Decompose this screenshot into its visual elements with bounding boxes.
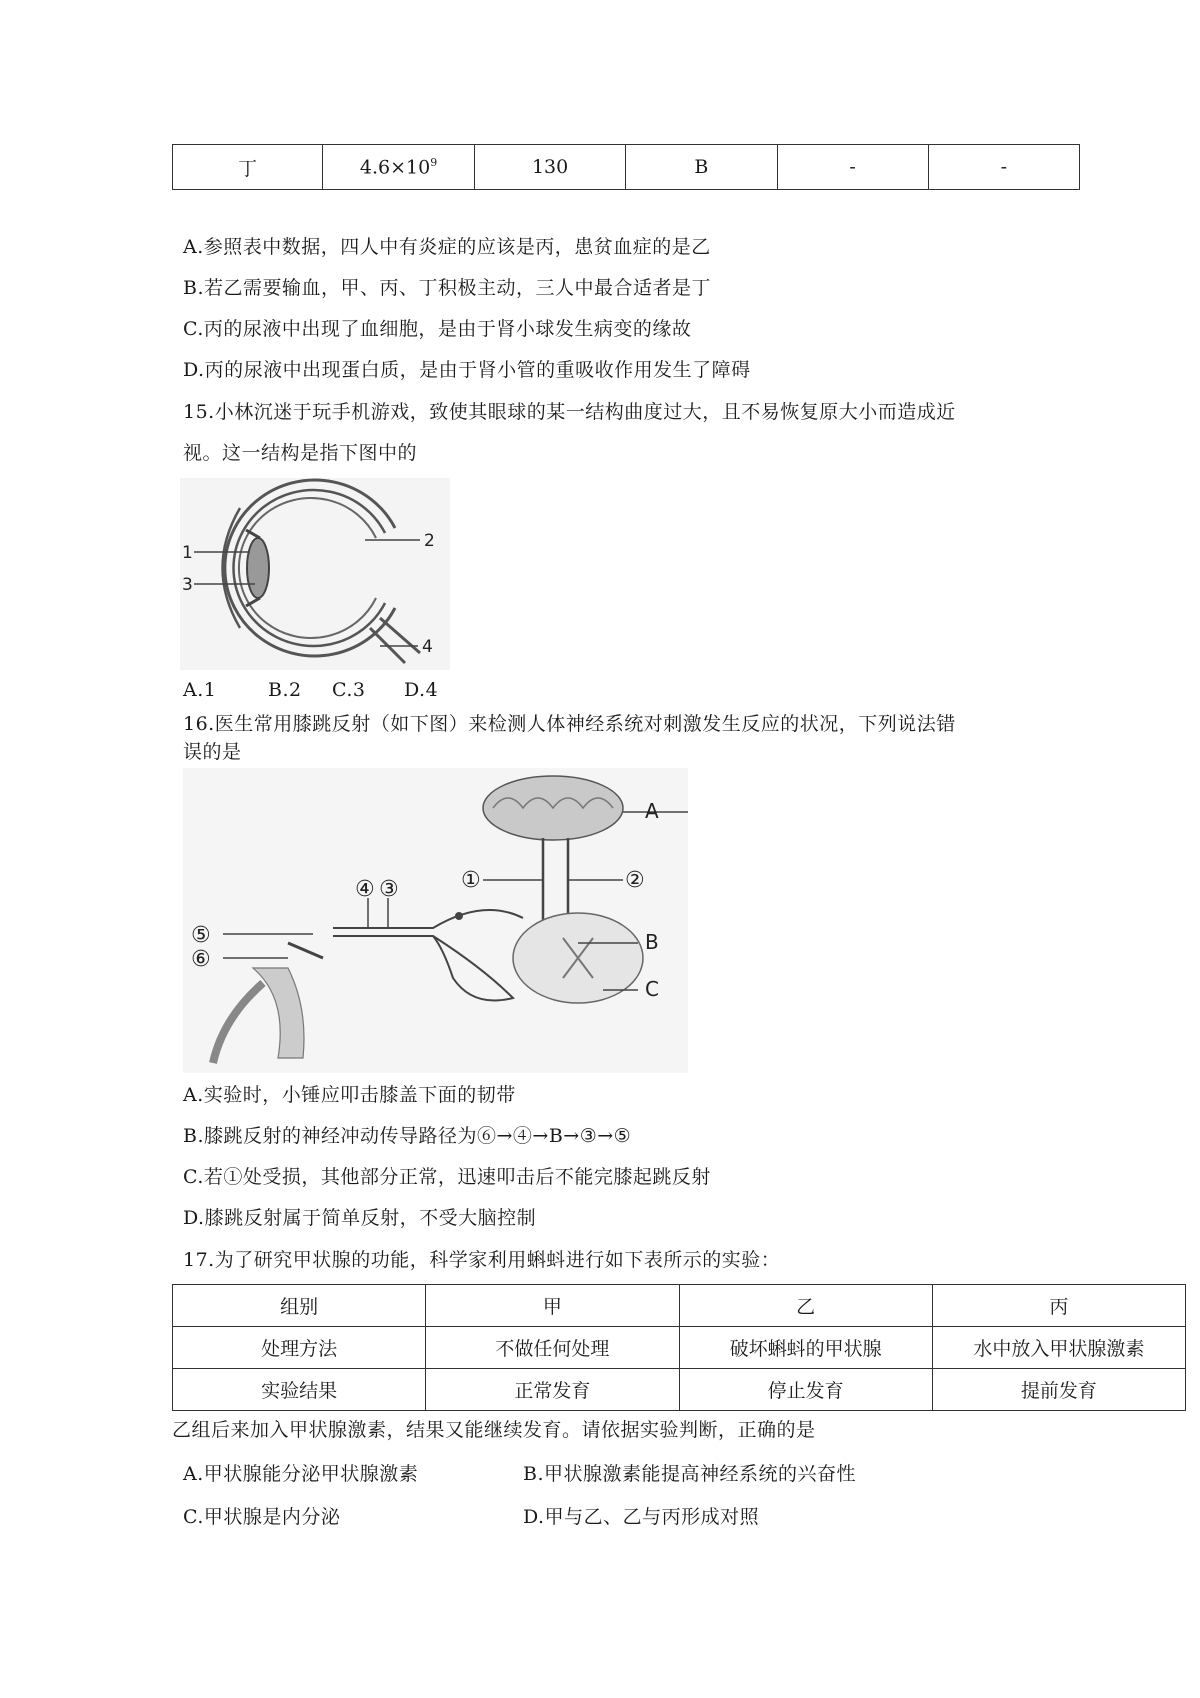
table-cell: B <box>626 145 777 190</box>
eyeball-diagram <box>180 478 450 670</box>
reflex-label-c: C <box>645 977 659 1001</box>
eye-label-3: 3 <box>182 575 193 595</box>
q16-option-b: B.膝跳反射的神经冲动传导路径为⑥→④→B→③→⑤ <box>183 1125 632 1147</box>
table-cell: 提前发育 <box>932 1369 1185 1411</box>
q15-option-b: B.2 <box>268 679 302 701</box>
table-row <box>173 1285 1186 1327</box>
reflex-label-2: ② <box>625 868 645 893</box>
reflex-label-6: ⑥ <box>191 947 211 972</box>
table-row <box>173 1327 1186 1369</box>
exponent: 9 <box>430 155 438 169</box>
table-cell <box>323 145 475 190</box>
q14-option-c: C.丙的尿液中出现了血细胞，是由于肾小球发生病变的缘故 <box>183 318 692 340</box>
reflex-label-a: A <box>645 799 659 823</box>
eye-label-2: 2 <box>424 531 435 551</box>
table-cell: 丙 <box>932 1285 1185 1327</box>
table-cell: 130 <box>474 145 625 190</box>
thyroid-experiment-table <box>172 1284 1186 1411</box>
q15-option-d: D.4 <box>404 679 439 701</box>
reflex-label-5: ⑤ <box>191 923 211 948</box>
q16-option-a: A.实验时，小锤应叩击膝盖下面的韧带 <box>183 1084 516 1106</box>
eye-label-1: 1 <box>182 543 193 563</box>
q14-option-d: D.丙的尿液中出现蛋白质，是由于肾小管的重吸收作用发生了障碍 <box>183 359 751 381</box>
table-cell: - <box>928 145 1079 190</box>
q15-stem: 15.小林沉迷于玩手机游戏，致使其眼球的某一结构曲度过大，且不易恢复原大小而造成近 <box>183 401 956 423</box>
table-cell: 丁 <box>173 145 323 190</box>
eye-label-4: 4 <box>422 637 433 657</box>
q16-stem-cont: 误的是 <box>183 741 242 763</box>
q17-option-b: B.甲状腺激素能提高神经系统的兴奋性 <box>523 1463 857 1485</box>
blood-test-table-row <box>172 144 1080 190</box>
q17-option-c: C.甲状腺是内分泌 <box>183 1506 341 1528</box>
table-cell: 破坏蝌蚪的甲状腺 <box>679 1327 932 1369</box>
q17-option-a: A.甲状腺能分泌甲状腺激素 <box>183 1463 419 1485</box>
table-row <box>173 145 1080 190</box>
q14-option-b: B.若乙需要输血，甲、丙、丁积极主动，三人中最合适者是丁 <box>183 277 712 299</box>
reflex-label-b: B <box>645 930 659 954</box>
table-cell: - <box>777 145 928 190</box>
q17-note: 乙组后来加入甲状腺激素，结果又能继续发育。请依据实验判断，正确的是 <box>172 1419 816 1441</box>
q15-stem-cont: 视。这一结构是指下图中的 <box>183 442 418 464</box>
q14-option-a: A.参照表中数据，四人中有炎症的应该是丙，患贫血症的是乙 <box>183 236 711 258</box>
table-cell: 不做任何处理 <box>426 1327 679 1369</box>
q15-option-c: C.3 <box>332 679 366 701</box>
table-cell: 乙 <box>679 1285 932 1327</box>
knee-jerk-reflex-diagram <box>183 768 688 1073</box>
q16-option-c: C.若①处受损，其他部分正常，迅速叩击后不能完膝起跳反射 <box>183 1166 711 1188</box>
reflex-label-4: ④ <box>355 877 375 902</box>
table-row <box>173 1369 1186 1411</box>
reflex-label-1: ① <box>461 868 481 893</box>
q15-option-a: A.1 <box>183 679 217 701</box>
table-cell: 甲 <box>426 1285 679 1327</box>
table-cell: 处理方法 <box>173 1327 426 1369</box>
q17-option-d: D.甲与乙、乙与丙形成对照 <box>523 1506 760 1528</box>
table-cell: 正常发育 <box>426 1369 679 1411</box>
q16-stem: 16.医生常用膝跳反射（如下图）来检测人体神经系统对刺激发生反应的状况，下列说法错 <box>183 713 956 735</box>
rbc-count: 4.6×10 <box>359 156 431 179</box>
table-cell: 水中放入甲状腺激素 <box>932 1327 1185 1369</box>
table-cell: 组别 <box>173 1285 426 1327</box>
q16-option-d: D.膝跳反射属于简单反射，不受大脑控制 <box>183 1207 537 1229</box>
table-cell: 实验结果 <box>173 1369 426 1411</box>
table-cell: 停止发育 <box>679 1369 932 1411</box>
reflex-label-3: ③ <box>379 877 399 902</box>
q17-stem: 17.为了研究甲状腺的功能，科学家利用蝌蚪进行如下表所示的实验： <box>183 1249 781 1271</box>
